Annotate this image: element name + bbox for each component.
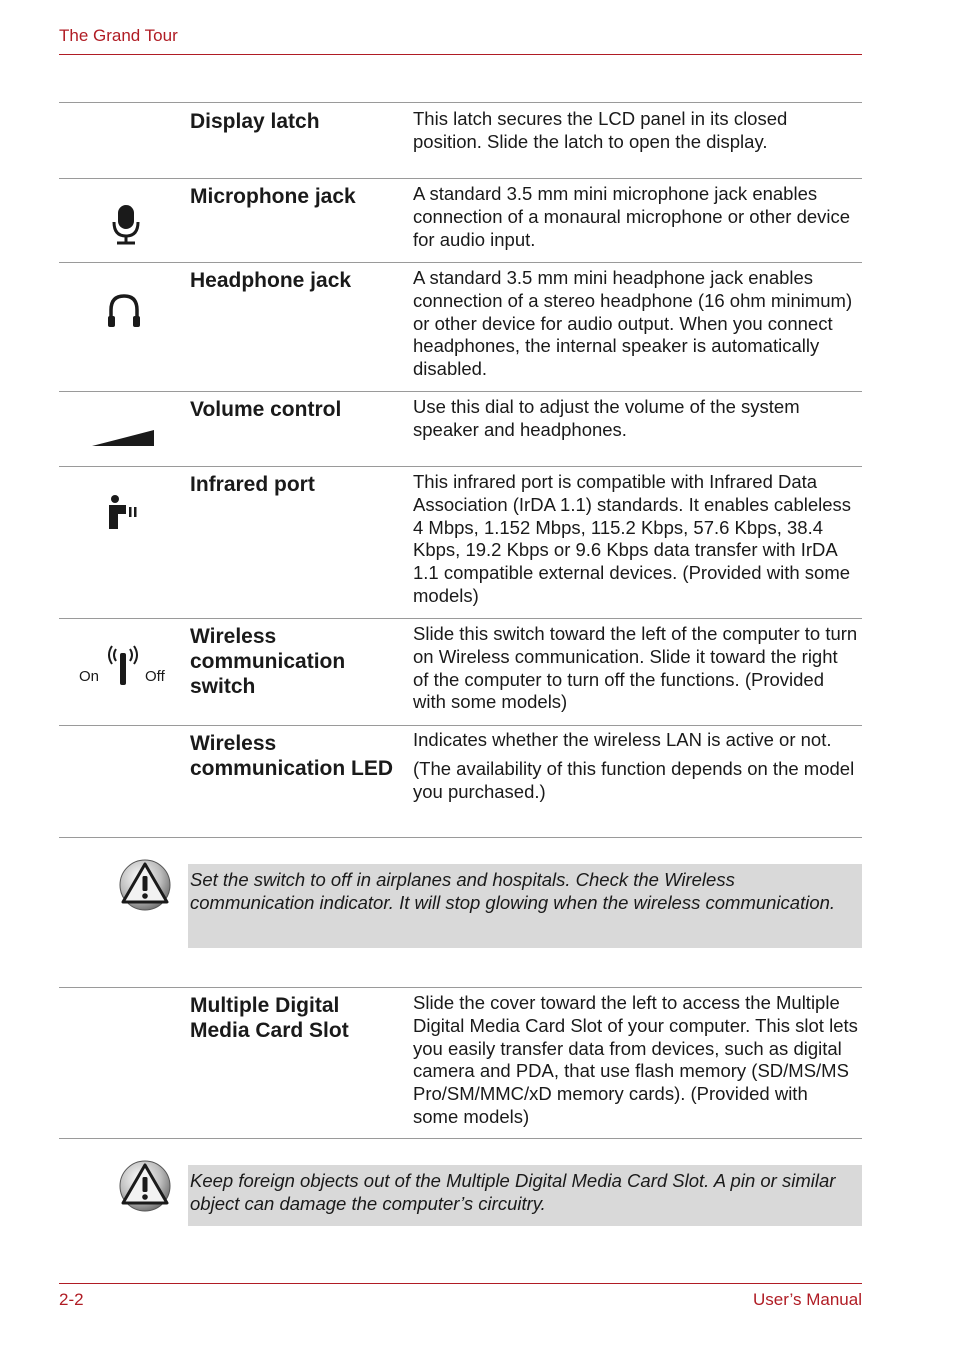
table-divider <box>59 262 862 263</box>
table-divider <box>59 837 862 838</box>
term-card-slot: Multiple Digital Media Card Slot <box>190 994 349 1042</box>
description-headphone-jack: A standard 3.5 mm mini headphone jack enables connection of a stereo headphone (16 ohm minimum) or other device for audio output. When you connect headphones, the internal speaker is automatically disabled. <box>413 267 853 380</box>
term-headphone-jack: Headphone jack <box>190 269 352 292</box>
table-divider <box>59 618 862 619</box>
wireless-switch-icon <box>78 645 168 689</box>
description-infrared-port: This infrared port is compatible with Infrared Data Association (IrDA 1.1) standards. It enables cableless 4 Mbps, 1.152 Mbps, 115.2 Kbps, 57.6 Kbps, 38.4 Kbps, 19.2 Kbps or 9.6 Kbps data transfer with IrDA 1.1 compatible external devices. (Provided with some models) <box>413 471 852 606</box>
manual-title: User’s Manual <box>753 1290 862 1309</box>
term-wireless-switch: Wireless communication switch <box>190 625 346 698</box>
term-microphone-jack: Microphone jack <box>190 185 356 208</box>
term-display-latch: Display latch <box>190 110 320 133</box>
description-paragraph: (The availability of this function depends on the model you purchased.) <box>413 757 855 802</box>
footer-divider <box>59 1283 862 1284</box>
description-wireless-led <box>413 729 858 803</box>
description-volume-control: Use this dial to adjust the volume of the system speaker and headphones. <box>413 396 800 440</box>
table-divider <box>59 391 862 392</box>
volume-wedge-icon <box>90 428 156 453</box>
term-wireless-led: Wireless communication LED <box>190 732 394 780</box>
page-number: 2-2 <box>59 1290 84 1309</box>
switch-off-label: Off <box>145 668 165 685</box>
description-wireless-switch: Slide this switch toward the left of the computer to turn on Wireless communication. Slide it toward the right of the computer to turn off the functions. (Provided with some models) <box>413 623 858 713</box>
microphone-icon <box>110 204 142 251</box>
table-divider <box>59 178 862 179</box>
table-divider <box>59 725 862 726</box>
caution-text: Set the switch to off in airplanes and hospitals. Check the Wireless communication indicator. It will stop glowing when the wireless communication. <box>190 869 836 913</box>
description-display-latch: This latch secures the LCD panel in its closed position. Slide the latch to open the display. <box>413 108 788 152</box>
table-divider <box>59 102 862 103</box>
running-header: The Grand Tour <box>59 26 178 45</box>
caution-text: Keep foreign objects out of the Multiple Digital Media Card Slot. A pin or similar object can damage the computer’s circuitry. <box>190 1170 836 1214</box>
description-card-slot: Slide the cover toward the left to access the Multiple Digital Media Card Slot of your computer. This slot lets you easily transfer data from devices, such as digital camera and PDA, that use flash memory (SD/MS/MS Pro/SM/MMC/xD memory cards). (Provided with some models) <box>413 992 858 1127</box>
headphone-icon <box>106 292 142 335</box>
table-divider <box>59 466 862 467</box>
warning-icon <box>118 857 172 918</box>
description-paragraph: Indicates whether the wireless LAN is active or not. <box>413 729 832 750</box>
term-volume-control: Volume control <box>190 398 342 421</box>
switch-on-label: On <box>79 668 100 685</box>
description-microphone-jack: A standard 3.5 mm mini microphone jack enables connection of a monaural microphone or other device for audio input. <box>413 183 851 250</box>
term-infrared-port: Infrared port <box>190 473 315 496</box>
table-divider <box>59 1138 862 1139</box>
table-divider <box>59 987 862 988</box>
header-divider <box>59 54 862 55</box>
warning-icon <box>118 1158 172 1219</box>
infrared-icon <box>106 494 140 535</box>
